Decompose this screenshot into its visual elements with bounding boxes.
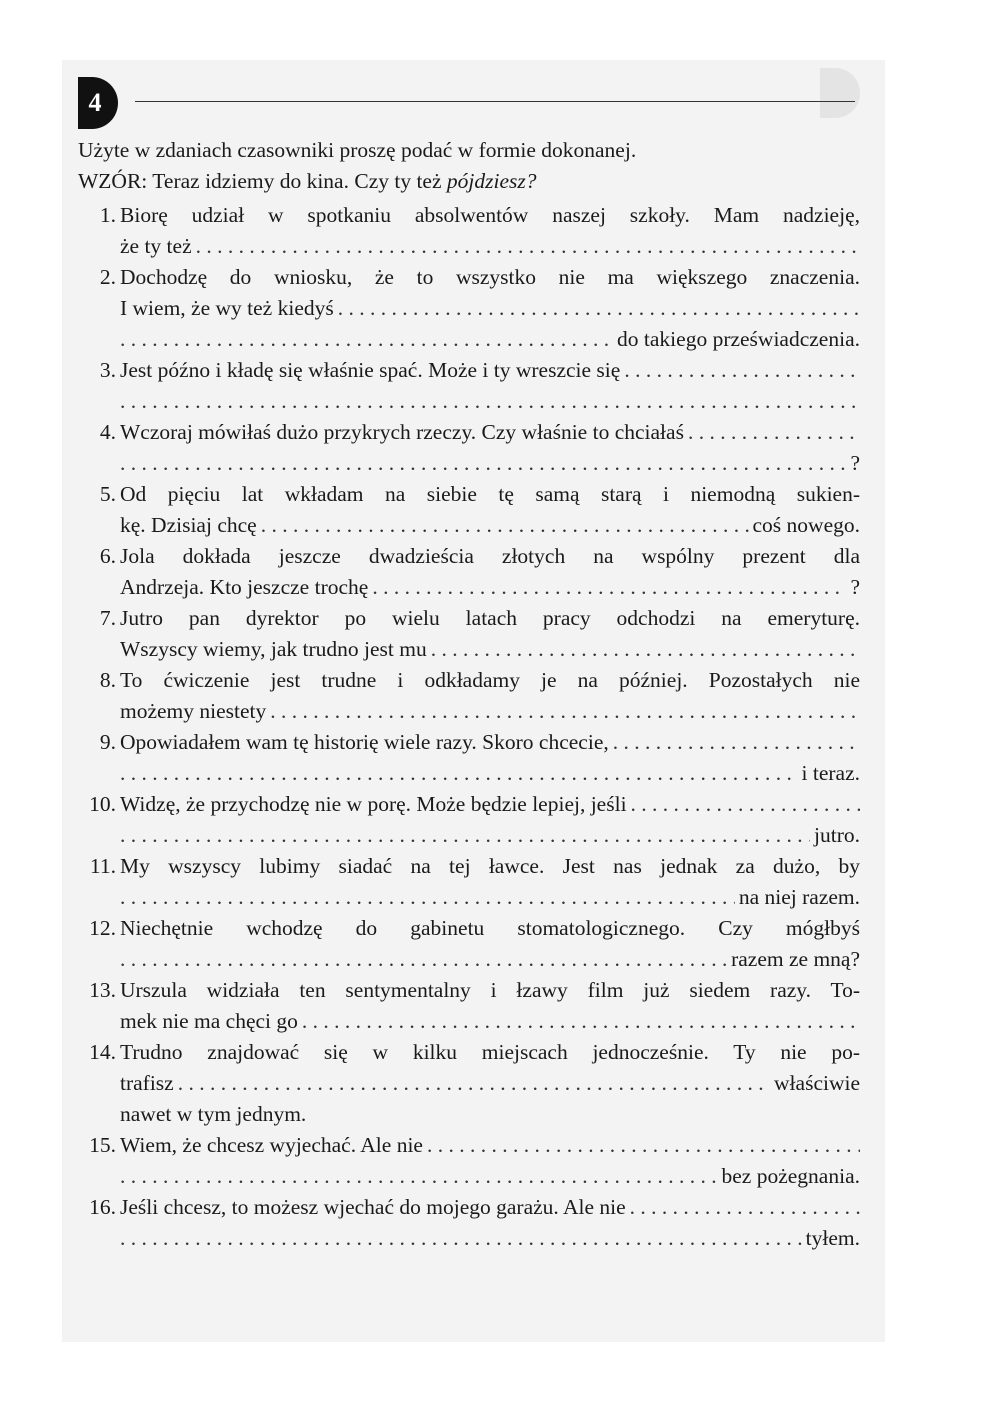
exercise-item: [78, 851, 860, 913]
item-text-ending: razem ze mną?: [731, 947, 860, 971]
item-number: 8.: [99, 668, 116, 692]
example-answer: pójdziesz?: [446, 169, 537, 193]
item-number: 6.: [99, 544, 116, 568]
exercise-item: [78, 417, 860, 479]
answer-blank[interactable]: [120, 820, 810, 851]
answer-line[interactable]: [120, 882, 860, 913]
answer-blank[interactable]: [270, 696, 860, 727]
item-number: 7.: [99, 606, 116, 630]
answer-blank[interactable]: [120, 882, 735, 913]
answer-line[interactable]: [120, 231, 860, 262]
item-text: Opowiadałem wam tę historię wiele razy. Skoro chcecie,: [120, 730, 609, 754]
item-number: 11.: [89, 854, 116, 878]
item-number: 10.: [89, 792, 116, 816]
example: [78, 166, 860, 197]
example-text: Teraz idziemy do kina. Czy ty też: [152, 169, 442, 193]
item-text-continued: możemy niestety: [120, 699, 267, 723]
item-text-ending: bez pożegnania.: [721, 1164, 860, 1188]
item-text: Biorę udział w spotkaniu absolwentów naszej szkoły. Mam nadzieję,: [120, 203, 860, 227]
exercise-item: [78, 479, 860, 541]
item-text: Widzę, że przychodzę nie w porę. Może będzie lepiej, jeśli: [120, 792, 627, 816]
item-text-ending: właściwie: [774, 1071, 860, 1095]
answer-blank[interactable]: [196, 231, 860, 262]
answer-blank[interactable]: [613, 727, 860, 758]
exercise-item: [78, 913, 860, 975]
answer-blank[interactable]: [120, 944, 727, 975]
answer-blank[interactable]: [688, 417, 860, 448]
item-text: Trudno znajdować się w kilku miejscach jednocześnie. Ty nie po-: [120, 1040, 860, 1064]
item-text: My wszyscy lubimy siadać na tej ławce. Jest nas jednak za dużo, by: [120, 854, 860, 878]
item-text: Wczoraj mówiłaś dużo przykrych rzeczy. Czy właśnie to chciałaś: [120, 420, 684, 444]
item-text-continued: Wszyscy wiemy, jak trudno jest mu: [120, 637, 427, 661]
item-number: 4.: [99, 420, 116, 444]
answer-line[interactable]: [120, 1130, 860, 1161]
answer-blank[interactable]: [120, 1161, 718, 1192]
item-number: 5.: [99, 482, 116, 506]
header-rule: [135, 101, 855, 102]
answer-line[interactable]: [120, 1068, 860, 1099]
item-text-continued: trafisz: [120, 1071, 174, 1095]
item-text: Od pięciu lat wkładam na siebie tę samą starą i niemodną sukien-: [120, 482, 860, 506]
item-number: 1.: [99, 203, 116, 227]
exercise-item: [78, 975, 860, 1037]
answer-blank[interactable]: [120, 1223, 802, 1254]
answer-blank[interactable]: [302, 1006, 860, 1037]
answer-blank[interactable]: [120, 448, 846, 479]
item-text: To ćwiczenie jest trudne i odkładamy je na później. Pozostałych nie: [120, 668, 860, 692]
exercise-item: [78, 603, 860, 665]
item-text-ending: na niej razem.: [738, 885, 860, 909]
item-text: Urszula widziała ten sentymentalny i łzawy film już siedem razy. To-: [120, 978, 860, 1002]
item-text-ending: jutro.: [814, 823, 860, 847]
item-number: 2.: [99, 265, 116, 289]
instruction: Użyte w zdaniach czasowniki proszę podać w formie dokonanej.: [78, 138, 637, 162]
item-text-continued: mek nie ma chęci go: [120, 1009, 298, 1033]
item-text-continued: nawet w tym jednym.: [120, 1102, 307, 1126]
answer-blank[interactable]: [338, 293, 860, 324]
answer-line[interactable]: [120, 758, 860, 789]
exercise-number-badge: 4: [78, 77, 118, 129]
item-text-continued: kę. Dzisiaj chcę: [120, 513, 257, 537]
item-number: 15.: [89, 1133, 116, 1157]
exercise-item: [78, 262, 860, 355]
answer-line[interactable]: [120, 634, 860, 665]
answer-line[interactable]: [120, 510, 860, 541]
item-text-ending: ?: [850, 575, 860, 599]
answer-line[interactable]: [120, 572, 860, 603]
exercise-content: [78, 135, 860, 1254]
item-text-continued: Andrzeja. Kto jeszcze trochę: [120, 575, 369, 599]
item-text: Jest późno i kładę się właśnie spać. Może i ty wreszcie się: [120, 358, 621, 382]
answer-line[interactable]: [120, 293, 860, 324]
item-text-ending: coś nowego.: [752, 513, 860, 537]
answer-line[interactable]: [120, 727, 860, 758]
exercise-item: [78, 541, 860, 603]
answer-line[interactable]: [120, 386, 860, 417]
answer-line[interactable]: [120, 789, 860, 820]
answer-line[interactable]: [120, 944, 860, 975]
item-text: Niechętnie wchodzę do gabinetu stomatologicznego. Czy mógłbyś: [120, 916, 860, 940]
answer-blank[interactable]: [178, 1068, 770, 1099]
item-text: Jutro pan dyrektor po wielu latach pracy odchodzi na emeryturę.: [120, 606, 860, 630]
answer-blank[interactable]: [431, 634, 860, 665]
answer-line[interactable]: [120, 355, 860, 386]
answer-line[interactable]: [120, 324, 860, 355]
item-number: 16.: [89, 1195, 116, 1219]
item-text-continued: że ty też: [120, 234, 192, 258]
answer-blank[interactable]: [261, 510, 749, 541]
item-text: Wiem, że chcesz wyjechać. Ale nie: [120, 1133, 423, 1157]
exercise-item: [78, 1192, 860, 1254]
answer-line[interactable]: [120, 1006, 860, 1037]
example-label: WZÓR:: [78, 169, 148, 193]
answer-blank[interactable]: [631, 789, 860, 820]
item-text: Dochodzę do wniosku, że to wszystko nie ma większego znaczenia.: [120, 265, 860, 289]
exercise-item: [78, 200, 860, 262]
answer-blank[interactable]: [624, 355, 860, 386]
answer-line[interactable]: [120, 1161, 860, 1192]
answer-line[interactable]: [120, 820, 860, 851]
exercise-item: [78, 789, 860, 851]
answer-blank[interactable]: [120, 324, 613, 355]
answer-blank[interactable]: [120, 758, 798, 789]
exercise-item: [78, 1130, 860, 1192]
answer-blank[interactable]: [427, 1130, 860, 1161]
item-text-ending: i teraz.: [801, 761, 860, 785]
answer-line[interactable]: [120, 417, 860, 448]
item-text: Jeśli chcesz, to możesz wjechać do mojego garażu. Ale nie: [120, 1195, 626, 1219]
exercise-item: [78, 727, 860, 789]
item-text-ending: tyłem.: [805, 1226, 860, 1250]
item-text-ending: do takiego przeświadczenia.: [617, 327, 860, 351]
exercise-item: [78, 355, 860, 417]
exercise-item: [78, 1037, 860, 1130]
answer-blank[interactable]: [372, 572, 846, 603]
answer-line[interactable]: [120, 696, 860, 727]
answer-line[interactable]: [120, 1223, 860, 1254]
item-number: 9.: [99, 730, 116, 754]
item-text: Jola dokłada jeszcze dwadzieścia złotych na wspólny prezent dla: [120, 544, 860, 568]
answer-blank[interactable]: [120, 386, 860, 417]
item-number: 13.: [89, 978, 116, 1002]
answer-line[interactable]: [120, 1192, 860, 1223]
exercise-item: [78, 665, 860, 727]
item-number: 14.: [89, 1040, 116, 1064]
item-number: 3.: [99, 358, 116, 382]
item-text-continued: I wiem, że wy też kiedyś: [120, 296, 334, 320]
item-text-ending: ?: [850, 451, 860, 475]
item-number: 12.: [89, 916, 116, 940]
answer-blank[interactable]: [630, 1192, 860, 1223]
answer-line[interactable]: [120, 448, 860, 479]
